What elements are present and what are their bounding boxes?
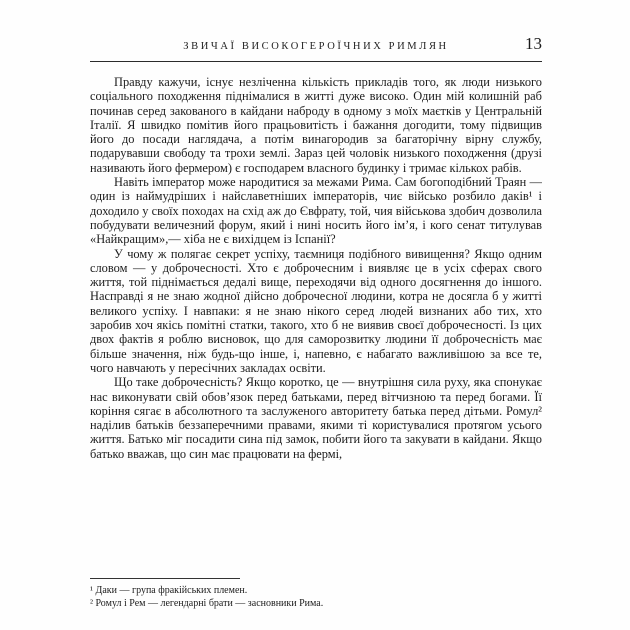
- footnote-separator: [90, 578, 240, 579]
- header-row: [90, 34, 542, 54]
- paragraph: У чому ж полягає секрет успіху, таємниця подібного вивищення? Якщо одним словом — у доброчесності. Хто є доброчесним і виявляє це в усіх сферах свого життя, той піднімається дедалі вище, переходячи від одного досягнення до іншого. Насправді я не знаю жодної дійсно доброчесної людини, котра не досягла б у житті великого успіху. І навпаки: я не знаю нікого серед людей визнаних або тих, хто заробив хоч якісь помітні статки, такого, хто б не виявив своєї доброчесності. Із цих двох фактів я роблю висновок, що для саморозвитку людини її доброчесність має більше значення, ніж будь-що інше, і, напевно, є набагато важливішою за все те, чого навчають у пересічних закладах освіти.: [90, 246, 542, 375]
- page-number: 13: [525, 34, 542, 53]
- page-header: [90, 34, 542, 62]
- footnote-section: [90, 574, 542, 610]
- running-title: ЗВИЧАЇ ВИСОКОГЕРОЇЧНИХ РИМЛЯН: [183, 41, 449, 52]
- body-text: [90, 75, 542, 574]
- paragraph: Правду кажучи, існує незліченна кількість прикладів того, як люди низького соціального походження піднімалися в житті дуже високо. Один мій колишній раб починав серед закованого в кайдани наброду в одному з моїх маєтків у Центральній Італії. Я швидко помітив його працьовитість і бажання догодити, тому підвищив його до посади наглядача, а потім винагородив за багаторічну вірну службу, подарувавши свободу та трохи землі. Зараз цей чоловік низького походження (друзі називають його фермером) є господарем власного будинку і тримає кількох рабів.: [90, 75, 542, 175]
- paragraph: Що таке доброчесність? Якщо коротко, це — внутрішня сила руху, яка спонукає нас виконувати свій обов’язок перед батьками, перед вітчизною та перед богами. Її коріння сягає в абсолютного та заслуженого авторитету батька перед дітьми. Ромул² наділив батьків беззаперечними правами, якими ті користувалися протягом усього життя. Батько міг посадити сина під замок, побити його та закувати в кайдани. Якщо батько вважав, що син має працювати на фермі,: [90, 375, 542, 461]
- footnote: ¹ Даки — група фракійських племен.: [90, 585, 248, 596]
- header-rule: [90, 61, 542, 62]
- footnote: ² Ромул і Рем — легендарні брати — засновники Рима.: [90, 598, 324, 609]
- paragraph: Навіть імператор може народитися за межами Рима. Сам богоподібний Траян — один із наймудріших і найславетніших імператорів, чиє військо розбило даків¹ і доходило у своїх походах на схід аж до Євфрату, той, чия військова здобич дозволила побудувати величезний форум, який і нині носить його ім’я, і кого сенат титулував «Найкращим»,— хіба не є вихідцем із Іспанії?: [90, 175, 542, 247]
